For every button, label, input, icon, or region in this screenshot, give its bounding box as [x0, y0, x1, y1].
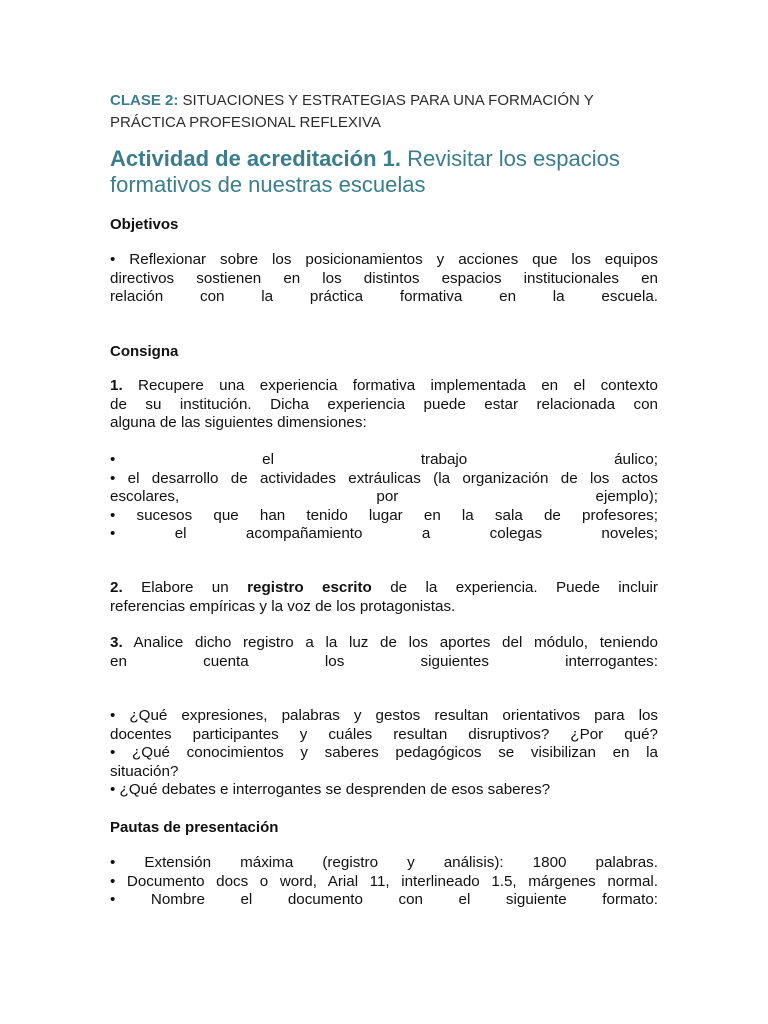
- item-number: 1.: [110, 377, 123, 394]
- dimension-item: escolares, por ejemplo);: [110, 488, 658, 506]
- item2-text: Elabore un: [141, 579, 229, 596]
- activity-title-line2: formativos de nuestras escuelas: [110, 172, 426, 197]
- item3-line2: en cuenta los siguientes interrogantes:: [110, 652, 658, 670]
- dimension-item: • el desarrollo de actividades extráulicas (la organización de los actos: [110, 469, 658, 487]
- class-title-line2: PRÁCTICA PROFESIONAL REFLEXIVA: [110, 114, 381, 131]
- question-line: docentes participantes y cuáles resultan disruptivos? ¿Por qué?: [110, 725, 658, 743]
- item1-line: alguna de las siguientes dimensiones:: [110, 414, 367, 432]
- objetivos-line: directivos sostienen en los distintos espacios institucionales en: [110, 269, 658, 287]
- objetivos-line: relación con la práctica formativa en la escuela.: [110, 288, 658, 306]
- class-label: CLASE 2:: [110, 92, 179, 109]
- item-number: 3.: [110, 634, 123, 651]
- dimension-item: • el trabajo áulico;: [110, 451, 658, 468]
- item2-bold: registro escrito: [247, 579, 372, 596]
- dimension-item: • el acompañamiento a colegas noveles;: [110, 525, 658, 543]
- activity-title-line1: Revisitar los espacios: [407, 146, 620, 171]
- class-title-line1: SITUACIONES Y ESTRATEGIAS PARA UNA FORMACIÓN Y: [182, 92, 594, 109]
- pautas-line: • Extensión máxima (registro y análisis): 1800 palabras.: [110, 854, 658, 871]
- objetivos-heading: Objetivos: [110, 216, 179, 233]
- question-line: • ¿Qué expresiones, palabras y gestos resultan orientativos para los: [110, 707, 658, 724]
- item2-text: de la experiencia. Puede incluir: [390, 579, 658, 596]
- consigna-item-1: [110, 377, 658, 433]
- consigna-item-3: [110, 634, 658, 671]
- consigna-item-2: [110, 579, 658, 616]
- activity-title-bold: Actividad de acreditación 1.: [110, 146, 401, 171]
- item3-line1: Analice dicho registro a la luz de los aportes del módulo, teniendo: [133, 634, 658, 651]
- item1-line: de su institución. Dicha experiencia puede estar relacionada con: [110, 395, 658, 413]
- dimension-item: • sucesos que han tenido lugar en la sala de profesores;: [110, 506, 658, 524]
- pautas-list: [110, 854, 658, 910]
- item1-line: Recupere una experiencia formativa implementada en el contexto: [137, 377, 658, 394]
- item2-line2: referencias empíricas y la voz de los protagonistas.: [110, 597, 456, 615]
- objetivos-line: • Reflexionar sobre los posicionamientos y acciones que los equipos: [110, 251, 658, 268]
- objetivos-paragraph: [110, 251, 658, 307]
- activity-title: [110, 146, 658, 198]
- questions-list: [110, 707, 658, 800]
- class-header: [110, 90, 658, 134]
- item-number: 2.: [110, 579, 123, 596]
- consigna-heading: Consigna: [110, 343, 179, 360]
- pautas-line: • Nombre el documento con el siguiente formato:: [110, 891, 658, 909]
- question-line: • ¿Qué debates e interrogantes se desprenden de esos saberes?: [110, 781, 551, 799]
- question-line: situación?: [110, 762, 179, 780]
- pautas-heading: Pautas de presentación: [110, 819, 279, 836]
- question-line: • ¿Qué conocimientos y saberes pedagógicos se visibilizan en la: [110, 744, 658, 762]
- pautas-line: • Documento docs o word, Arial 11, interlineado 1.5, márgenes normal.: [110, 872, 658, 890]
- dimensions-list: [110, 451, 658, 544]
